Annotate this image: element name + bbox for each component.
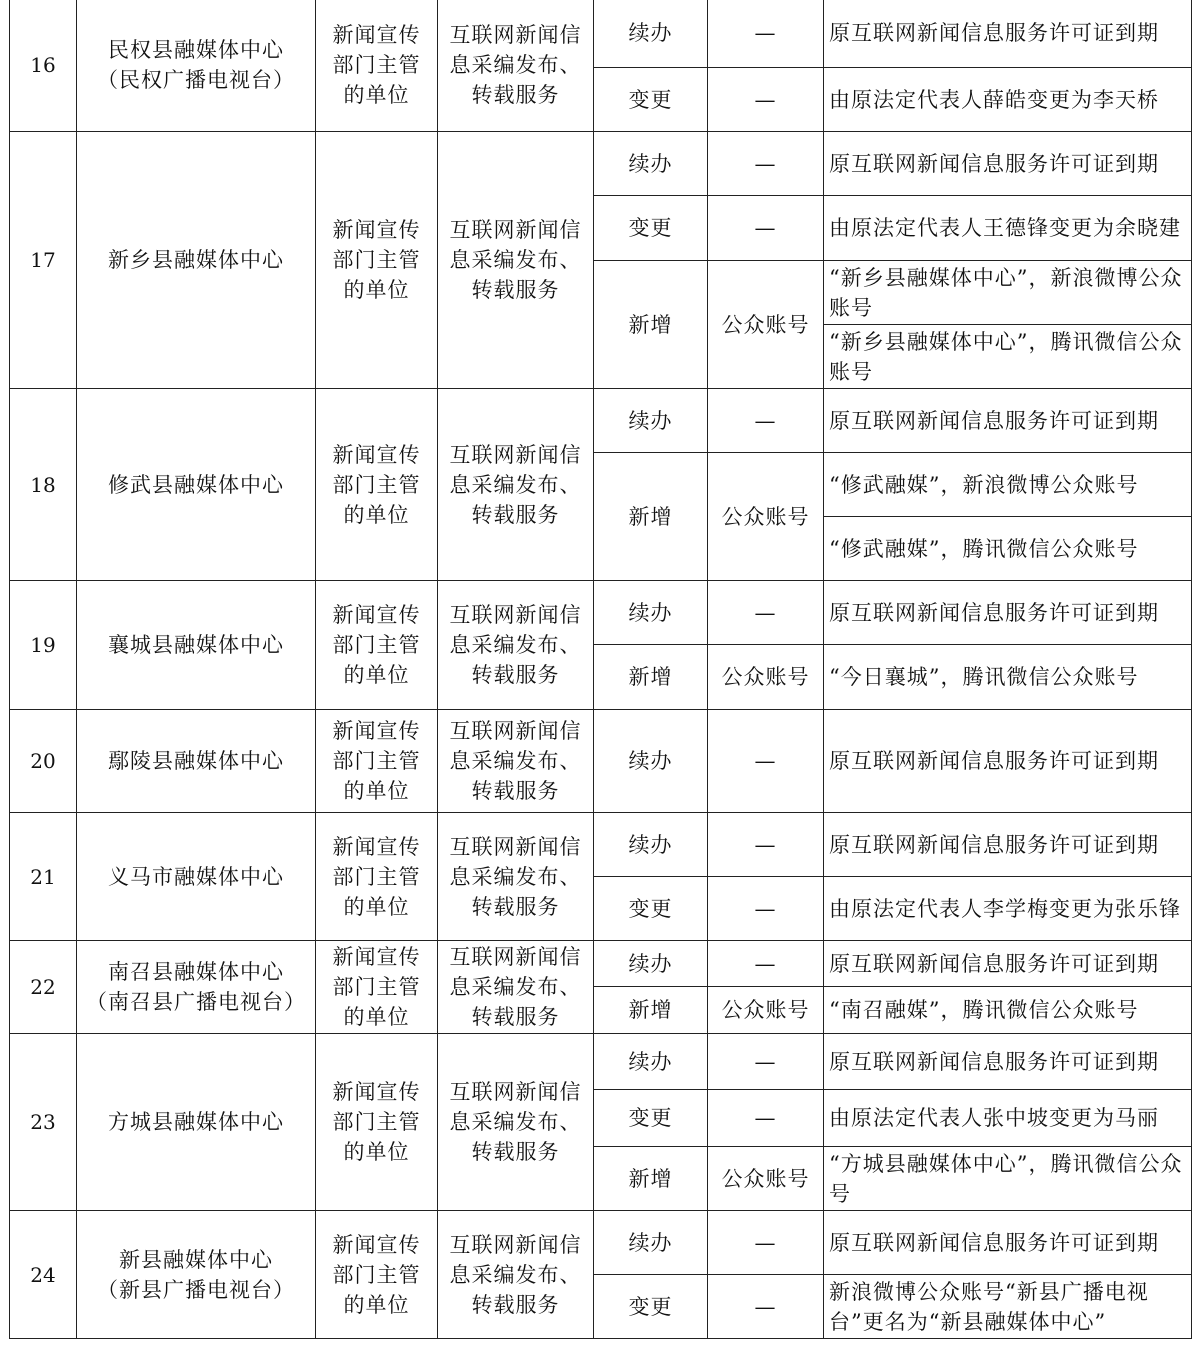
row-number [10, 710, 77, 813]
action-type [594, 877, 708, 941]
service-item-line: 转载服务 [471, 83, 560, 107]
change-content [824, 1090, 1192, 1147]
account-type [708, 813, 824, 877]
row-number-line: 21 [30, 864, 56, 889]
account-type-line: — [754, 21, 777, 45]
account-type-line: — [754, 408, 777, 433]
row-number-line: 23 [30, 1110, 56, 1134]
change-content [824, 68, 1192, 132]
action-type [594, 1090, 708, 1147]
table-body [10, 0, 1192, 1339]
service-item-line: 互联网新闻信 [449, 719, 582, 743]
account-type [708, 1211, 824, 1275]
account-type [708, 261, 824, 389]
service-item [438, 1211, 594, 1339]
change-content-line: “南召融媒”，腾讯微信公众账号 [829, 998, 1139, 1022]
account-type [708, 710, 824, 813]
account-type-line: 公众账号 [721, 665, 810, 689]
row-number-line: 16 [30, 53, 56, 77]
action-type [594, 1034, 708, 1090]
row-number-line: 19 [30, 633, 56, 657]
organization-type-line: 部门主管 [332, 749, 421, 773]
organization-name [77, 132, 316, 389]
table-row [10, 389, 1192, 453]
change-content-line: 新浪微博公众账号“新县广播电视台”更名为“新县融媒体中心” [829, 1279, 1149, 1334]
organization-type-line: 部门主管 [332, 975, 421, 999]
change-content-line: 原互联网新闻信息服务许可证到期 [829, 749, 1159, 773]
table-row [10, 941, 1192, 987]
organization-type-line: 部门主管 [332, 1262, 421, 1287]
action-type-line: 新增 [628, 665, 673, 689]
row-number-line: 24 [30, 1262, 56, 1287]
action-type [594, 453, 708, 581]
change-content-line: 由原法定代表人薛皓变更为李天桥 [829, 87, 1159, 112]
organization-type [316, 1034, 438, 1211]
table-row [10, 132, 1192, 196]
account-type-line: 公众账号 [721, 1166, 810, 1191]
change-content-line: 原互联网新闻信息服务许可证到期 [829, 951, 1159, 976]
organization-type-line: 的单位 [343, 1005, 410, 1029]
action-type [594, 196, 708, 261]
action-type [594, 1275, 708, 1339]
organization-type-line: 部门主管 [332, 633, 421, 657]
organization-name [77, 1211, 316, 1339]
account-type-line: — [754, 749, 777, 773]
account-type [708, 581, 824, 645]
account-type-line: — [754, 87, 777, 112]
action-type [594, 1211, 708, 1275]
action-type-line: 续办 [628, 151, 673, 176]
organization-name [77, 813, 316, 941]
change-content [824, 1275, 1192, 1339]
account-type-line: — [754, 600, 777, 625]
change-content-line: “方城县融媒体中心”，腾讯微信公众号 [829, 1151, 1183, 1206]
change-content-line: 原互联网新闻信息服务许可证到期 [829, 1049, 1159, 1074]
organization-type-line: 部门主管 [332, 472, 421, 497]
organization-type [316, 581, 438, 710]
organization-type [316, 0, 438, 132]
change-content-line: 原互联网新闻信息服务许可证到期 [829, 21, 1159, 45]
action-type-line: 新增 [628, 504, 673, 529]
action-type [594, 813, 708, 877]
service-item-line: 息采编发布、 [449, 864, 582, 889]
organization-type-line: 新闻宣传 [332, 719, 421, 743]
organization-name-line: 新县融媒体中心 [119, 1247, 273, 1272]
account-type-line: — [754, 151, 777, 176]
change-content [824, 196, 1192, 261]
service-item [438, 132, 594, 389]
organization-type-line: 的单位 [343, 779, 410, 803]
service-item-line: 息采编发布、 [449, 472, 582, 497]
organization-type-line: 部门主管 [332, 53, 421, 77]
organization-type-line: 的单位 [343, 278, 410, 302]
change-content [824, 941, 1192, 987]
organization-type [316, 710, 438, 813]
organization-name-line: 修武县融媒体中心 [108, 472, 284, 497]
service-item-line: 息采编发布、 [449, 1262, 582, 1287]
change-content [824, 813, 1192, 877]
action-type [594, 261, 708, 389]
row-number-line: 22 [30, 975, 56, 999]
change-content [824, 877, 1192, 941]
organization-type-line: 新闻宣传 [332, 218, 421, 242]
account-type [708, 389, 824, 453]
action-type [594, 389, 708, 453]
row-number [10, 1034, 77, 1211]
organization-type-line: 部门主管 [332, 864, 421, 889]
action-type [594, 1147, 708, 1211]
action-type-line: 变更 [628, 896, 673, 921]
account-type-line: — [754, 896, 777, 921]
change-content [824, 1034, 1192, 1090]
action-type [594, 645, 708, 710]
service-item [438, 710, 594, 813]
account-type-line: — [754, 1294, 777, 1319]
table-row [10, 710, 1192, 813]
service-item-line: 互联网新闻信 [449, 1080, 582, 1104]
change-content-line: “新乡县融媒体中心”，腾讯微信公众账号 [829, 329, 1183, 384]
account-type-line: 公众账号 [721, 504, 810, 529]
change-content [824, 132, 1192, 196]
service-item-line: 互联网新闻信 [449, 945, 582, 969]
change-content-line: “修武融媒”，新浪微博公众账号 [829, 472, 1139, 497]
action-type-line: 续办 [628, 832, 673, 857]
action-type-line: 变更 [628, 87, 673, 112]
action-type-line: 续办 [628, 749, 673, 773]
table-row [10, 581, 1192, 645]
organization-type-line: 新闻宣传 [332, 1232, 421, 1257]
change-content-line: “修武融媒”，腾讯微信公众账号 [829, 536, 1139, 561]
row-number [10, 1211, 77, 1339]
table-row [10, 813, 1192, 877]
organization-name-line: 鄢陵县融媒体中心 [108, 749, 284, 773]
organization-name-line: （南召县广播电视台） [86, 990, 306, 1014]
license-table [9, 0, 1192, 1339]
action-type-line: 变更 [628, 216, 673, 240]
action-type-line: 续办 [628, 21, 673, 45]
service-item-line: 转载服务 [471, 779, 560, 803]
account-type [708, 645, 824, 710]
service-item-line: 互联网新闻信 [449, 603, 582, 627]
service-item-line: 转载服务 [471, 1292, 560, 1317]
service-item-line: 息采编发布、 [449, 633, 582, 657]
service-item-line: 息采编发布、 [449, 975, 582, 999]
account-type [708, 1275, 824, 1339]
row-number [10, 581, 77, 710]
account-type [708, 132, 824, 196]
action-type-line: 续办 [628, 600, 673, 625]
action-type-line: 续办 [628, 408, 673, 433]
service-item-line: 息采编发布、 [449, 53, 582, 77]
change-content [824, 710, 1192, 813]
service-item-line: 转载服务 [471, 502, 560, 527]
organization-type-line: 新闻宣传 [332, 945, 421, 969]
action-type [594, 987, 708, 1034]
account-type [708, 196, 824, 261]
organization-name-line: 民权县融媒体中心 [108, 38, 284, 62]
service-item [438, 813, 594, 941]
action-type-line: 新增 [628, 312, 673, 337]
action-type [594, 581, 708, 645]
service-item [438, 581, 594, 710]
service-item-line: 转载服务 [471, 1140, 560, 1164]
organization-name-line: 义马市融媒体中心 [108, 864, 284, 889]
service-item [438, 1034, 594, 1211]
row-number-line: 20 [30, 749, 56, 773]
organization-name [77, 0, 316, 132]
action-type-line: 续办 [628, 951, 673, 976]
change-content [824, 581, 1192, 645]
organization-name-line: （新县广播电视台） [97, 1277, 295, 1302]
account-type [708, 1034, 824, 1090]
organization-name-line: 襄城县融媒体中心 [108, 633, 284, 657]
change-content [824, 517, 1192, 581]
action-type-line: 变更 [628, 1106, 673, 1130]
account-type [708, 0, 824, 68]
organization-type-line: 的单位 [343, 663, 410, 687]
service-item [438, 0, 594, 132]
account-type-line: — [754, 832, 777, 857]
account-type [708, 877, 824, 941]
change-content [824, 1147, 1192, 1211]
organization-type-line: 的单位 [343, 1292, 410, 1317]
service-item [438, 389, 594, 581]
organization-name [77, 581, 316, 710]
service-item-line: 转载服务 [471, 278, 560, 302]
service-item-line: 息采编发布、 [449, 1110, 582, 1134]
account-type [708, 68, 824, 132]
account-type-line: — [754, 216, 777, 240]
organization-name [77, 710, 316, 813]
account-type [708, 1090, 824, 1147]
service-item-line: 转载服务 [471, 1005, 560, 1029]
action-type-line: 续办 [628, 1049, 673, 1074]
organization-type-line: 新闻宣传 [332, 23, 421, 47]
action-type [594, 710, 708, 813]
change-content-line: “新乡县融媒体中心”，新浪微博公众账号 [829, 265, 1183, 320]
organization-name [77, 941, 316, 1034]
organization-type-line: 新闻宣传 [332, 442, 421, 467]
service-item-line: 互联网新闻信 [449, 1232, 582, 1257]
service-item-line: 息采编发布、 [449, 248, 582, 272]
action-type [594, 132, 708, 196]
organization-name-line: 新乡县融媒体中心 [108, 248, 284, 272]
change-content [824, 261, 1192, 325]
change-content [824, 325, 1192, 389]
organization-type [316, 941, 438, 1034]
organization-type-line: 新闻宣传 [332, 834, 421, 859]
table-row [10, 1034, 1192, 1090]
account-type-line: — [754, 1230, 777, 1255]
change-content-line: 原互联网新闻信息服务许可证到期 [829, 408, 1159, 433]
account-type-line: — [754, 951, 777, 976]
service-item-line: 息采编发布、 [449, 749, 582, 773]
change-content [824, 645, 1192, 710]
organization-type-line: 的单位 [343, 894, 410, 919]
account-type [708, 941, 824, 987]
change-content-line: 原互联网新闻信息服务许可证到期 [829, 1230, 1159, 1255]
service-item-line: 互联网新闻信 [449, 23, 582, 47]
change-content-line: 原互联网新闻信息服务许可证到期 [829, 600, 1159, 625]
row-number [10, 941, 77, 1034]
action-type [594, 941, 708, 987]
service-item-line: 互联网新闻信 [449, 442, 582, 467]
row-number [10, 389, 77, 581]
organization-name-line: 南召县融媒体中心 [108, 960, 284, 984]
action-type-line: 新增 [628, 998, 673, 1022]
action-type-line: 变更 [628, 1294, 673, 1319]
change-content-line: 由原法定代表人张中坡变更为马丽 [829, 1106, 1159, 1130]
organization-name [77, 1034, 316, 1211]
action-type-line: 续办 [628, 1230, 673, 1255]
account-type [708, 453, 824, 581]
account-type-line: — [754, 1049, 777, 1074]
organization-type-line: 新闻宣传 [332, 603, 421, 627]
organization-type [316, 1211, 438, 1339]
change-content [824, 453, 1192, 517]
organization-name-line: 方城县融媒体中心 [108, 1110, 284, 1134]
action-type [594, 0, 708, 68]
organization-type-line: 的单位 [343, 502, 410, 527]
change-content [824, 987, 1192, 1034]
row-number-line: 17 [30, 248, 56, 272]
organization-type-line: 的单位 [343, 1140, 410, 1164]
row-number [10, 0, 77, 132]
action-type-line: 新增 [628, 1166, 673, 1191]
organization-type-line: 部门主管 [332, 1110, 421, 1134]
account-type-line: 公众账号 [721, 998, 810, 1022]
account-type [708, 1147, 824, 1211]
change-content [824, 389, 1192, 453]
change-content-line: 原互联网新闻信息服务许可证到期 [829, 832, 1159, 857]
row-number [10, 132, 77, 389]
row-number [10, 813, 77, 941]
account-type-line: — [754, 1106, 777, 1130]
organization-name-line: （民权广播电视台） [97, 68, 295, 92]
row-number-line: 18 [30, 472, 56, 497]
change-content-line: 由原法定代表人李学梅变更为张乐锋 [829, 896, 1181, 921]
organization-type-line: 的单位 [343, 83, 410, 107]
change-content-line: 原互联网新闻信息服务许可证到期 [829, 151, 1159, 176]
organization-type-line: 新闻宣传 [332, 1080, 421, 1104]
account-type [708, 987, 824, 1034]
organization-type [316, 813, 438, 941]
table-row [10, 0, 1192, 68]
organization-type [316, 132, 438, 389]
organization-type [316, 389, 438, 581]
service-item-line: 互联网新闻信 [449, 834, 582, 859]
service-item [438, 941, 594, 1034]
account-type-line: 公众账号 [721, 312, 810, 337]
service-item-line: 转载服务 [471, 663, 560, 687]
change-content-line: “今日襄城”，腾讯微信公众账号 [829, 665, 1139, 689]
organization-type-line: 部门主管 [332, 248, 421, 272]
change-content [824, 0, 1192, 68]
service-item-line: 互联网新闻信 [449, 218, 582, 242]
action-type [594, 68, 708, 132]
change-content-line: 由原法定代表人王德锋变更为余晓建 [829, 216, 1181, 240]
organization-name [77, 389, 316, 581]
service-item-line: 转载服务 [471, 894, 560, 919]
table-row [10, 1211, 1192, 1275]
change-content [824, 1211, 1192, 1275]
